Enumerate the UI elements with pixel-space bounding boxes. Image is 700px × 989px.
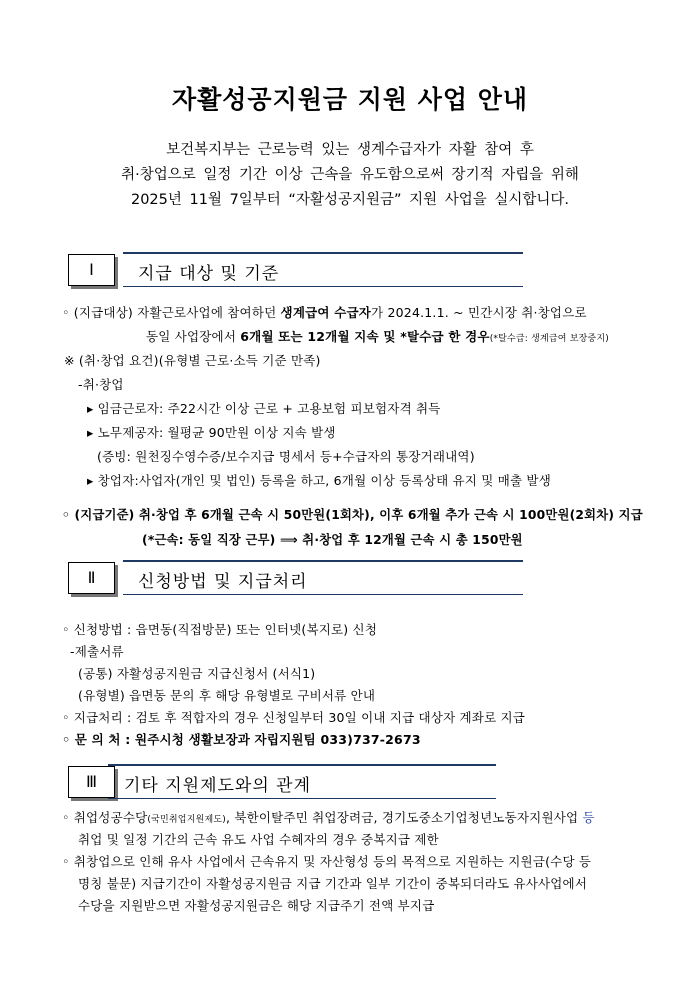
s1-evidence: (증빙: 원천징수영수증/보수지급 명세서 등+수급자의 통장거래내역) — [97, 449, 475, 464]
s2-type-document: (유형별) 읍면동 문의 후 해당 유형별로 구비서류 안내 — [78, 688, 376, 703]
page-title: 자활성공지원금 지원 사업 안내 — [171, 85, 529, 114]
section-title-2: 신청방법 및 지급처리 — [138, 572, 308, 592]
section-title-3: 기타 지원제도와의 관계 — [124, 776, 312, 796]
s2-application-method: ◦ 신청방법 : 읍면동(직접방문) 또는 인터넷(복지로) 신청 — [62, 622, 378, 637]
section-number-2: Ⅱ — [68, 562, 115, 594]
s2-documents-label: -제출서류 — [70, 644, 124, 659]
s3-duplicate-programs: ◦ 취업성공수당(국민취업지원제도), 북한이탈주민 취업장려금, 경기도중소기업청년노동자지원사업 등 — [62, 810, 595, 825]
s1-wage-worker: ▸ 임금근로자: 주22시간 이상 근로 + 고용보험 피보험자격 취득 — [87, 401, 441, 416]
s1-target-line: ◦ (지급대상) 자활근로사업에 참여하던 생계급여 수급자가 2024.1.1. ~ 민간시장 취·창업으로 — [62, 305, 587, 320]
section-title-1: 지급 대상 및 기준 — [138, 264, 280, 284]
intro-line-1: 보건복지부는 근로능력 있는 생계수급자가 자활 참여 후 — [166, 142, 534, 158]
s1-labor-provider: ▸ 노무제공자: 월평균 90만원 이상 지속 발생 — [87, 425, 336, 440]
s1-employment-label: -취·창업 — [78, 377, 124, 392]
s1-requirement-note: ※ (취·창업 요건)(유형별 근로·소득 기준 만족) — [64, 353, 321, 368]
intro-line-3: 2025년 11월 7일부터 “자활성공지원금” 지원 사업을 실시합니다. — [130, 192, 570, 208]
section-number-3: Ⅲ — [68, 766, 115, 798]
s2-contact: ◦ 문 의 처 : 원주시청 생활보장과 자립지원팀 033)737-2673 — [62, 732, 421, 747]
s1-payment-total: (*근속: 동일 직장 근무) ⟹ 취·창업 후 12개월 근속 시 총 150만원 — [142, 533, 523, 547]
s3-similar-programs-3: 수당을 지원받으면 자활성공지원금은 해당 지급주기 전액 부지급 — [78, 898, 435, 913]
s1-target-line-2: 동일 사업장에서 6개월 또는 12개월 지속 및 *탈수급 한 경우(*탈수급: 생계급여 보장중지) — [146, 329, 610, 344]
s3-similar-programs-1: ◦ 취창업으로 인해 유사 사업에서 근속유지 및 자산형성 등의 목적으로 지원하는 지원금(수당 등 — [62, 854, 592, 869]
s3-duplicate-limit: 취업 및 일정 기간의 근속 유도 사업 수혜자의 경우 중복지급 제한 — [78, 832, 439, 847]
s1-founder: ▸ 창업자:사업자(개인 및 법인) 등록을 하고, 6개월 이상 등록상태 유지 및 매출 발생 — [87, 473, 551, 488]
intro-line-2: 취·창업으로 일정 기간 이상 근속을 유도함으로써 장기적 자립을 위해 — [121, 167, 579, 183]
s3-similar-programs-2: 명칭 불문) 지급기간이 자활성공지원금 지급 기간과 일부 기간이 중복되더라도 유사사업에서 — [78, 876, 588, 891]
s2-processing: ◦ 지급처리 : 검토 후 적합자의 경우 신청일부터 30일 이내 지급 대상자 계좌로 지급 — [62, 710, 526, 725]
s1-payment-criteria: ◦ (지급기준) 취·창업 후 6개월 근속 시 50만원(1회차), 이후 6개월 추가 근속 시 100만원(2회차) 지급 — [62, 508, 643, 522]
section-number-1: Ⅰ — [68, 254, 115, 286]
s2-common-document: (공통) 자활성공지원금 지급신청서 (서식1) — [78, 666, 316, 681]
